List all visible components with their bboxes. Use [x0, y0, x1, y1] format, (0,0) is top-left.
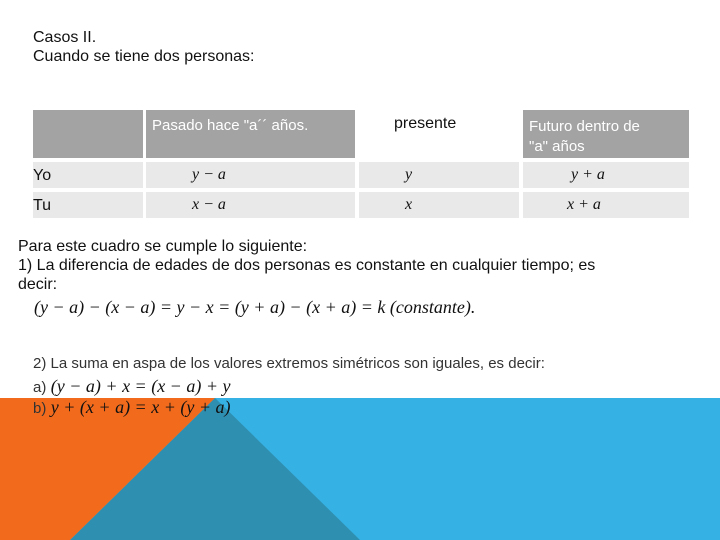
equation-b-label: b) [33, 400, 47, 417]
cell-value: y − a [192, 166, 226, 183]
cell-value: x + a [567, 196, 601, 213]
cell-value: y [405, 166, 413, 183]
header-corner [33, 110, 143, 158]
header-future-line1: Futuro dentro de [529, 118, 640, 135]
header-present-label: presente [394, 115, 457, 132]
header-past [146, 110, 355, 158]
ages-table [33, 110, 689, 218]
difference-equation [34, 297, 475, 318]
header-past-label: Pasado hace "a´´ años. [152, 117, 309, 134]
cell-value: y + a [571, 166, 605, 183]
equation-b [33, 397, 230, 418]
heading-title: Casos II. [33, 29, 97, 46]
equation-a-label: a) [33, 379, 47, 396]
cell-value: x − a [192, 196, 226, 213]
header-present [359, 110, 519, 158]
row-tu-past [146, 192, 355, 218]
row-tu-label [33, 192, 143, 218]
point-two-text [33, 355, 545, 372]
row-tu-present [359, 192, 519, 218]
point-two-label: 2) La suma en aspa de los valores extremos simétricos son iguales, es decir: [33, 355, 545, 372]
paragraph-line: Para este cuadro se cumple lo siguiente: [18, 238, 308, 255]
paragraph-line: 1) La diferencia de edades de dos personas es constante en cualquier tiempo; es [18, 257, 596, 274]
equation-a [33, 376, 230, 397]
row-tu-future [523, 192, 689, 218]
explanation-paragraph [18, 237, 698, 294]
row-yo-present [359, 162, 519, 188]
equation-b-text: y + (x + a) = x + (y + a) [50, 397, 231, 417]
row-label: Yo [33, 167, 52, 184]
header-future [523, 110, 689, 158]
heading-subtitle: Cuando se tiene dos personas: [33, 48, 255, 65]
row-yo-future [523, 162, 689, 188]
slide-heading [33, 28, 254, 66]
header-future-line2: "a" años [529, 138, 585, 155]
equation-a-text: (y − a) + x = (x − a) + y [50, 376, 231, 396]
row-yo-label [33, 162, 143, 188]
row-label: Tu [33, 197, 52, 214]
row-yo-past [146, 162, 355, 188]
paragraph-line: decir: [18, 276, 58, 293]
cell-value: x [405, 196, 413, 213]
equation-text: (y − a) − (x − a) = y − x = (y + a) − (x + a) = k (constante). [34, 297, 476, 317]
